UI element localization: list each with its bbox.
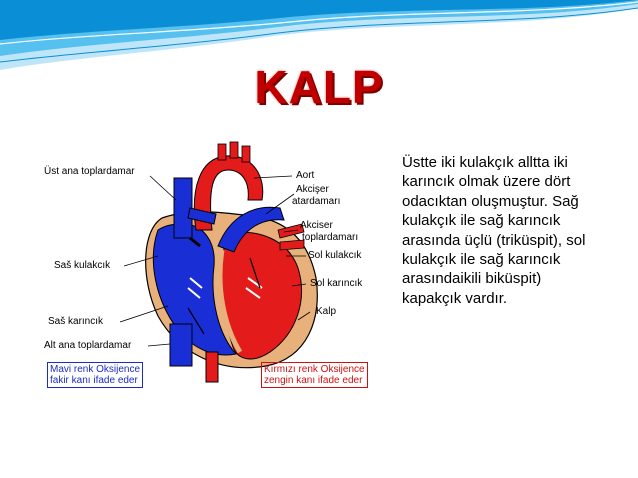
label-akciser-atardamari-1: Akcişer [296,184,329,195]
description-text: Üstte iki kulakçık alltta iki karıncık olmak üzere dört odacıktan oluşmuştur. Sağ kulakçık ile sağ karıncık arasında üçlü (triküspit), sol kulakçık ile sağ karıncık arasındaikili biküspit) kapakçık vardır. [402,154,586,307]
slide-title: KALP [254,61,384,113]
label-ust-ana-toplardamar: Üst ana toplardamar [44,166,135,177]
label-alt-ana-toplardamar: Alt ana toplardamar [44,340,132,351]
label-sag-karincik: Saš karıncık [48,316,104,327]
label-kalp: Kalp [316,306,337,317]
label-sol-kulakcik: Sol kulakcık [308,250,362,261]
label-sol-karincik: Sol karıncık [310,278,363,289]
legend-blue-line2: fakir kanı ifade eder [50,375,138,386]
heart-diagram [40,138,382,398]
label-sag-kulakcik: Saš kulakcık [54,260,111,271]
label-aort: Aort [296,170,315,181]
legend-oxygen-poor [47,362,143,388]
legend-blue-line1: Mavi renk Oksijence [50,364,141,375]
label-akciser-toplardamari-1: Akciser [300,220,333,231]
legend-oxygen-rich [261,362,368,388]
legend-red-line2: zengin kanı ifade eder [264,375,363,386]
legend-red-line1: Kırmızı renk Oksijence [264,364,365,375]
label-akciser-toplardamari-2: toplardamarı [302,232,359,243]
label-akciser-atardamari-2: atardamarı [292,196,341,207]
